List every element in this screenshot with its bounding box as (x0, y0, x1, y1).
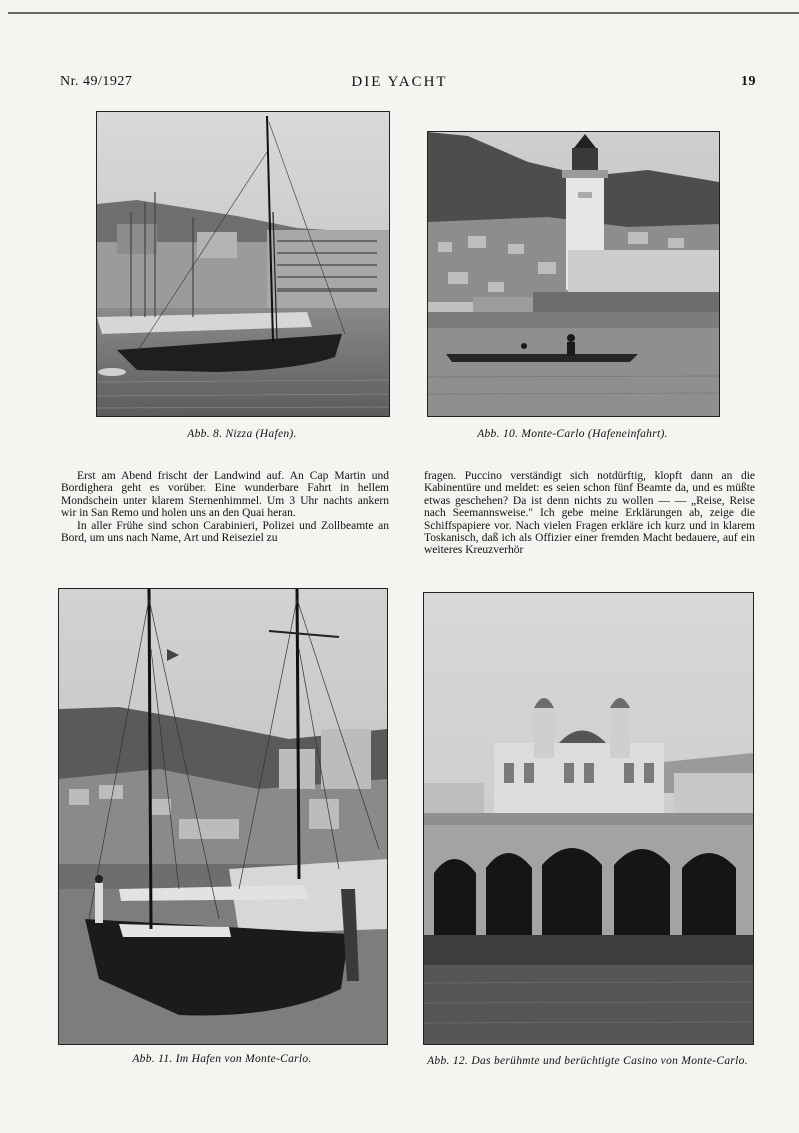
photo-nizza-harbor (96, 111, 390, 417)
page-number: 19 (741, 74, 756, 89)
photo-monte-carlo-harbor (58, 588, 388, 1045)
caption-fig8: Abb. 8. Nizza (Hafen). (187, 428, 297, 440)
text-column-right (424, 470, 755, 557)
photo-monte-carlo-casino (423, 592, 754, 1045)
paragraph: fragen. Puccino verständigt sich notdürftig, klopft dann an die Kabinentüre und meldet: es seien schon fünf Beamte da, und es müßte etwas geschehen? Da ist denn nichts zu wollen — — „Reise, Reise nach Seemannsweise." Ich gebe meine Erklärungen ab, zeige die Schiffspapiere vor. Nach vielen Fragen erkläre ich kurz und in klarem Toskanisch, daß ich als Offizier einer fremden Macht bedauere, auf ein weiteres Kreuzverhör (424, 470, 755, 557)
photo-monte-carlo-entrance (427, 131, 720, 417)
caption-fig10: Abb. 10. Monte-Carlo (Hafeneinfahrt). (477, 428, 668, 440)
journal-title: DIE YACHT (351, 74, 448, 90)
paragraph: Erst am Abend frischt der Landwind auf. An Cap Martin und Bordighera geht es vorüber. Eine wunderbare Fahrt in hellem Mondschein unter klarem Sternenhimmel. Um 3 Uhr nachts ankern wir in San Remo und holen uns an den Quai heran. (61, 470, 389, 520)
paragraph: In aller Frühe sind schon Carabinieri, Polizei und Zollbeamte an Bord, um uns nach Name, Art und Reiseziel zu (61, 519, 389, 545)
text-column-left (61, 470, 389, 544)
top-rule (8, 12, 799, 14)
caption-fig11: Abb. 11. Im Hafen von Monte-Carlo. (132, 1053, 312, 1065)
issue-number: Nr. 49/1927 (60, 74, 133, 89)
caption-fig12: Abb. 12. Das berühmte und berüchtigte Casino von Monte-Carlo. (427, 1055, 748, 1067)
